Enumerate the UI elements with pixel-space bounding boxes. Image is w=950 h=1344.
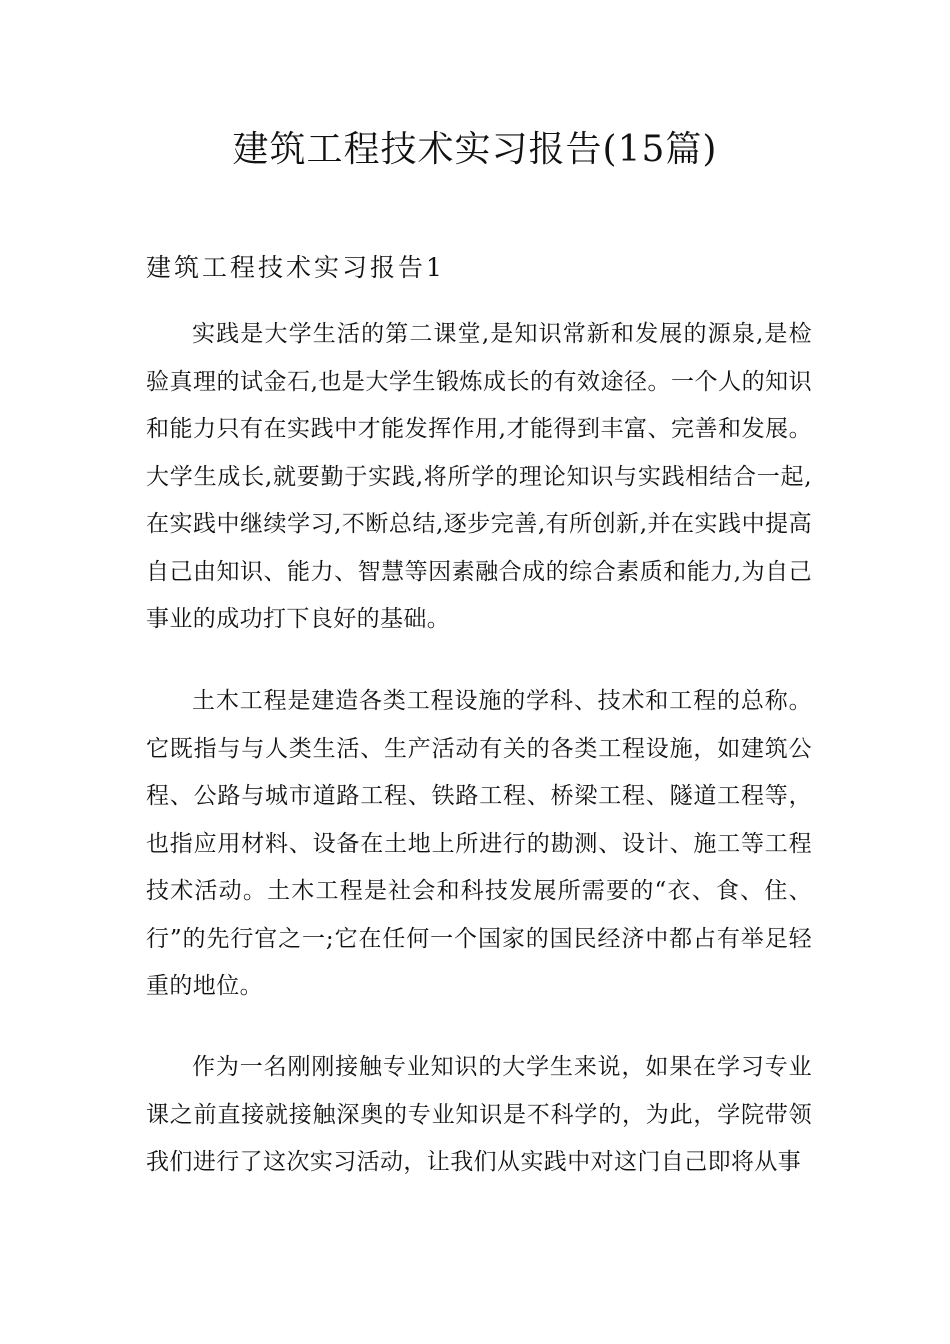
document-title: 建筑工程技术实习报告(15篇) [232, 129, 718, 170]
section-heading: 建筑工程技术实习报告1 [146, 253, 445, 282]
paragraph-2: 土木工程是建造各类工程设施的学科、技术和工程的总称。它既指与与人类生活、生产活动有关的各类工程设施，如建筑公程、公路与城市道路工程、铁路工程、桥梁工程、隧道工程等，也指应用材料、设备在土地上所进行的勘测、设计、施工等工程技术活动。土木工程是社会和科技发展所需要的“衣、食、住、行”的先行官之一;它在任何一个国家的国民经济中都占有举足轻重的地位。 [146, 688, 812, 999]
paragraph-1: 实践是大学生活的第二课堂,是知识常新和发展的源泉,是检验真理的试金石,也是大学生锻炼成长的有效途径。一个人的知识和能力只有在实践中才能发挥作用,才能得到丰富、完善和发展。大学生成长,就要勤于实践,将所学的理论知识与实践相结合一起,在实践中继续学习,不断总结,逐步完善,有所创新,并在实践中提高自己由知识、能力、智慧等因素融合成的综合素质和能力,为自己事业的成功打下良好的基础。 [146, 321, 812, 632]
paragraph-3: 作为一名刚刚接触专业知识的大学生来说，如果在学习专业课之前直接就接触深奥的专业知识是不科学的，为此，学院带领我们进行了这次实习活动，让我们从实践中对这门自己即将从事 [146, 1054, 812, 1175]
